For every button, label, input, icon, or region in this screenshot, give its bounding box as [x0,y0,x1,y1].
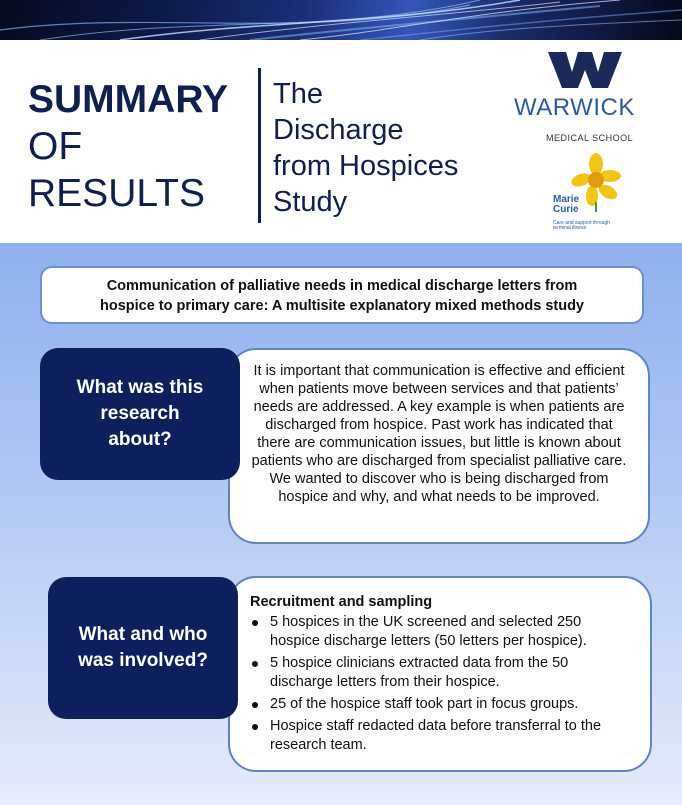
question-line: was involved? [78,650,208,671]
marie-curie-tagline: Care and support through terminal illness [553,220,610,231]
header [0,40,682,243]
summary-line-3: RESULTS [28,172,205,215]
question-line: about? [108,429,172,450]
study-title-line: The [273,78,323,110]
study-title-line: Study [273,186,348,218]
study-title [273,76,503,220]
study-title-line: from Hospices [273,150,459,182]
header-divider [258,68,261,223]
involved-answer-box [228,576,652,772]
subtitle-line-2: hospice to primary care: A multisite explanatory mixed methods study [99,298,584,314]
marie-curie-line-1: Marie [553,194,580,205]
question-line: What and who [78,624,208,645]
summary-title [28,76,258,217]
recruitment-heading: Recruitment and sampling [250,594,433,610]
question-line: What was this [76,377,204,398]
about-answer-text: It is important that communication is effective and efficient when patients move between services and that patients’ needs are addressed. A key example is when patients are discharged from hospice. Past work has indicated that there are communication issues, but little is known about patients who are discharged from specialist palliative care. We wanted to discover who is being discharged from hospice and why, and what needs to be improved. [251,363,627,505]
header-banner-image [0,0,682,40]
summary-line-1: SUMMARY [28,78,229,121]
involved-question-box [48,577,238,719]
medical-school-label: MEDICAL SCHOOL [546,133,634,143]
study-title-line: Discharge [273,114,404,146]
list-item: Hospice staff redacted data before transferral to the research team. [250,717,630,755]
subtitle-line-1: Communication of palliative needs in medical discharge letters from [106,278,578,294]
summary-line-2: OF [28,125,83,168]
list-item: 25 of the hospice staff took part in focus groups. [250,695,630,714]
marie-curie-line-2: Curie [553,204,579,215]
about-answer-box [228,348,650,544]
list-item: 5 hospice clinicians extracted data from the 50 discharge letters from their hospice. [250,654,630,692]
question-line: research [100,403,180,424]
about-question-box [40,348,240,480]
recruitment-list [250,613,630,755]
marie-curie-wordmark [553,195,579,215]
study-subtitle [40,266,644,324]
list-item: 5 hospices in the UK screened and selected 250 hospice discharge letters (50 letters per hospice). [250,613,630,651]
warwick-wordmark: WARWICK [514,94,635,121]
